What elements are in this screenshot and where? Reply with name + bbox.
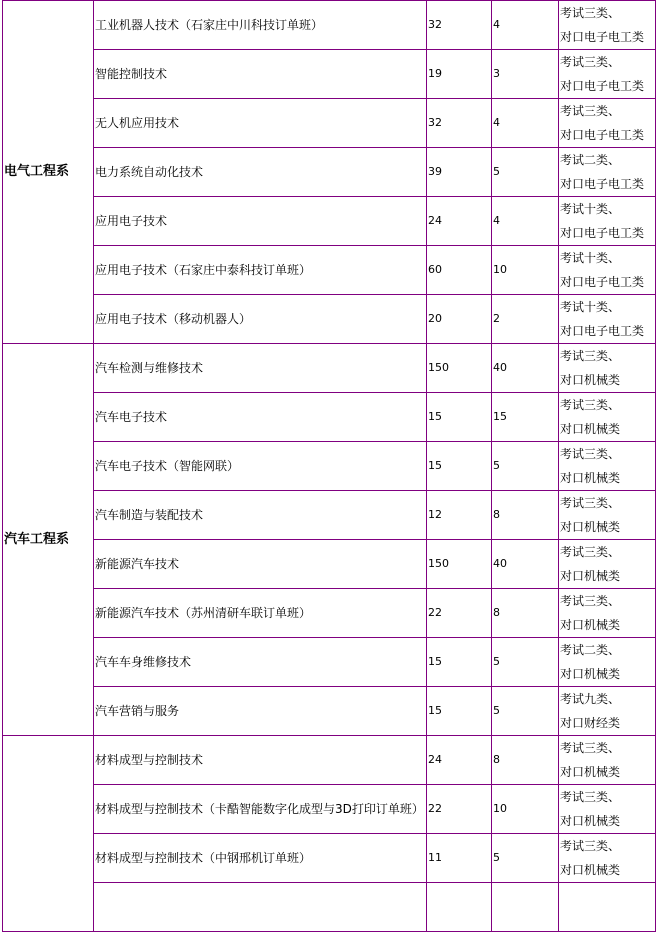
empty-cell — [559, 883, 656, 932]
department-cell: 汽车工程系 — [3, 344, 94, 736]
count-cell: 15 — [492, 393, 559, 442]
exam-category-cell — [559, 197, 656, 246]
table-row — [3, 785, 656, 834]
exam-category: 对口电子电工类 — [560, 324, 645, 338]
count-cell: 2 — [492, 295, 559, 344]
plan-cell: 24 — [427, 197, 492, 246]
table-row — [3, 148, 656, 197]
exam-category-cell — [559, 393, 656, 442]
count-cell: 8 — [492, 589, 559, 638]
plan-cell: 15 — [427, 442, 492, 491]
exam-category: 对口机械类 — [560, 569, 621, 583]
exam-type: 考试三类、 — [560, 349, 621, 363]
count-cell: 40 — [492, 540, 559, 589]
count-cell: 5 — [492, 638, 559, 687]
plan-cell: 150 — [427, 344, 492, 393]
exam-type: 考试三类、 — [560, 545, 621, 559]
count-cell: 4 — [492, 99, 559, 148]
exam-category: 对口机械类 — [560, 765, 621, 779]
empty-cell — [492, 883, 559, 932]
exam-category: 对口机械类 — [560, 471, 621, 485]
program-cell: 汽车制造与装配技术 — [94, 491, 427, 540]
count-cell: 5 — [492, 834, 559, 883]
exam-category-cell — [559, 344, 656, 393]
exam-category-cell — [559, 638, 656, 687]
exam-category-cell — [559, 99, 656, 148]
enrollment-table — [2, 0, 656, 932]
program-cell: 汽车车身维修技术 — [94, 638, 427, 687]
plan-cell: 32 — [427, 99, 492, 148]
program-cell: 汽车检测与维修技术 — [94, 344, 427, 393]
count-cell: 5 — [492, 148, 559, 197]
exam-type: 考试三类、 — [560, 55, 621, 69]
plan-cell: 22 — [427, 785, 492, 834]
exam-category-cell — [559, 295, 656, 344]
department-cell: 电气工程系 — [3, 1, 94, 344]
exam-category-cell — [559, 491, 656, 540]
exam-category-cell — [559, 442, 656, 491]
exam-category-cell — [559, 834, 656, 883]
program-cell: 电力系统自动化技术 — [94, 148, 427, 197]
exam-category: 对口电子电工类 — [560, 177, 645, 191]
exam-category: 对口电子电工类 — [560, 128, 645, 142]
program-cell: 汽车营销与服务 — [94, 687, 427, 736]
program-cell: 材料成型与控制技术（卡酷智能数字化成型与3D打印订单班） — [94, 785, 427, 834]
exam-type: 考试三类、 — [560, 839, 621, 853]
table-row — [3, 50, 656, 99]
exam-category: 对口电子电工类 — [560, 275, 645, 289]
table-row — [3, 246, 656, 295]
exam-type: 考试三类、 — [560, 741, 621, 755]
program-cell: 工业机器人技术（石家庄中川科技订单班） — [94, 1, 427, 50]
count-cell: 8 — [492, 736, 559, 785]
table-row — [3, 638, 656, 687]
table-row — [3, 589, 656, 638]
exam-type: 考试三类、 — [560, 594, 621, 608]
table-row — [3, 1, 656, 50]
table-row — [3, 491, 656, 540]
table-row — [3, 687, 656, 736]
plan-cell: 15 — [427, 638, 492, 687]
table-row — [3, 540, 656, 589]
empty-cell — [427, 883, 492, 932]
exam-category: 对口电子电工类 — [560, 79, 645, 93]
exam-category-cell — [559, 50, 656, 99]
program-cell: 应用电子技术 — [94, 197, 427, 246]
plan-cell: 24 — [427, 736, 492, 785]
table-row — [3, 393, 656, 442]
count-cell: 3 — [492, 50, 559, 99]
count-cell: 8 — [492, 491, 559, 540]
exam-type: 考试三类、 — [560, 447, 621, 461]
table-row — [3, 344, 656, 393]
exam-category-cell — [559, 785, 656, 834]
exam-category-cell — [559, 736, 656, 785]
exam-type: 考试十类、 — [560, 300, 621, 314]
exam-type: 考试二类、 — [560, 643, 621, 657]
program-cell: 智能控制技术 — [94, 50, 427, 99]
exam-category: 对口机械类 — [560, 520, 621, 534]
exam-type: 考试十类、 — [560, 202, 621, 216]
exam-category: 对口机械类 — [560, 373, 621, 387]
exam-category-cell — [559, 1, 656, 50]
table-row — [3, 736, 656, 785]
exam-category: 对口机械类 — [560, 863, 621, 877]
exam-type: 考试三类、 — [560, 790, 621, 804]
count-cell: 10 — [492, 785, 559, 834]
exam-category-cell — [559, 687, 656, 736]
plan-cell: 60 — [427, 246, 492, 295]
exam-category-cell — [559, 246, 656, 295]
program-cell: 汽车电子技术（智能网联） — [94, 442, 427, 491]
table-row — [3, 883, 656, 932]
program-cell: 新能源汽车技术 — [94, 540, 427, 589]
plan-cell: 11 — [427, 834, 492, 883]
table-body — [3, 1, 656, 932]
department-cell — [3, 736, 94, 932]
count-cell: 10 — [492, 246, 559, 295]
exam-category: 对口机械类 — [560, 618, 621, 632]
plan-cell: 150 — [427, 540, 492, 589]
exam-category-cell — [559, 540, 656, 589]
exam-type: 考试二类、 — [560, 153, 621, 167]
program-cell: 应用电子技术（移动机器人） — [94, 295, 427, 344]
plan-cell: 32 — [427, 1, 492, 50]
exam-type: 考试三类、 — [560, 398, 621, 412]
exam-type: 考试三类、 — [560, 6, 621, 20]
count-cell: 4 — [492, 1, 559, 50]
exam-category: 对口财经类 — [560, 716, 621, 730]
exam-type: 考试三类、 — [560, 104, 621, 118]
exam-category-cell — [559, 589, 656, 638]
exam-category: 对口机械类 — [560, 814, 621, 828]
count-cell: 40 — [492, 344, 559, 393]
exam-category: 对口机械类 — [560, 667, 621, 681]
exam-type: 考试九类、 — [560, 692, 621, 706]
table-row — [3, 442, 656, 491]
exam-category-cell — [559, 148, 656, 197]
count-cell: 4 — [492, 197, 559, 246]
plan-cell: 19 — [427, 50, 492, 99]
count-cell: 5 — [492, 442, 559, 491]
plan-cell: 20 — [427, 295, 492, 344]
plan-cell: 39 — [427, 148, 492, 197]
exam-category: 对口电子电工类 — [560, 30, 645, 44]
exam-type: 考试十类、 — [560, 251, 621, 265]
table-row — [3, 295, 656, 344]
program-cell: 材料成型与控制技术（中钢邢机订单班） — [94, 834, 427, 883]
count-cell: 5 — [492, 687, 559, 736]
table-row — [3, 99, 656, 148]
table-row — [3, 197, 656, 246]
exam-category: 对口电子电工类 — [560, 226, 645, 240]
exam-category: 对口机械类 — [560, 422, 621, 436]
empty-cell — [94, 883, 427, 932]
plan-cell: 15 — [427, 393, 492, 442]
program-cell: 材料成型与控制技术 — [94, 736, 427, 785]
plan-cell: 22 — [427, 589, 492, 638]
program-cell: 汽车电子技术 — [94, 393, 427, 442]
plan-cell: 15 — [427, 687, 492, 736]
program-cell: 应用电子技术（石家庄中泰科技订单班） — [94, 246, 427, 295]
exam-type: 考试三类、 — [560, 496, 621, 510]
table-row — [3, 834, 656, 883]
plan-cell: 12 — [427, 491, 492, 540]
program-cell: 新能源汽车技术（苏州清研车联订单班） — [94, 589, 427, 638]
program-cell: 无人机应用技术 — [94, 99, 427, 148]
